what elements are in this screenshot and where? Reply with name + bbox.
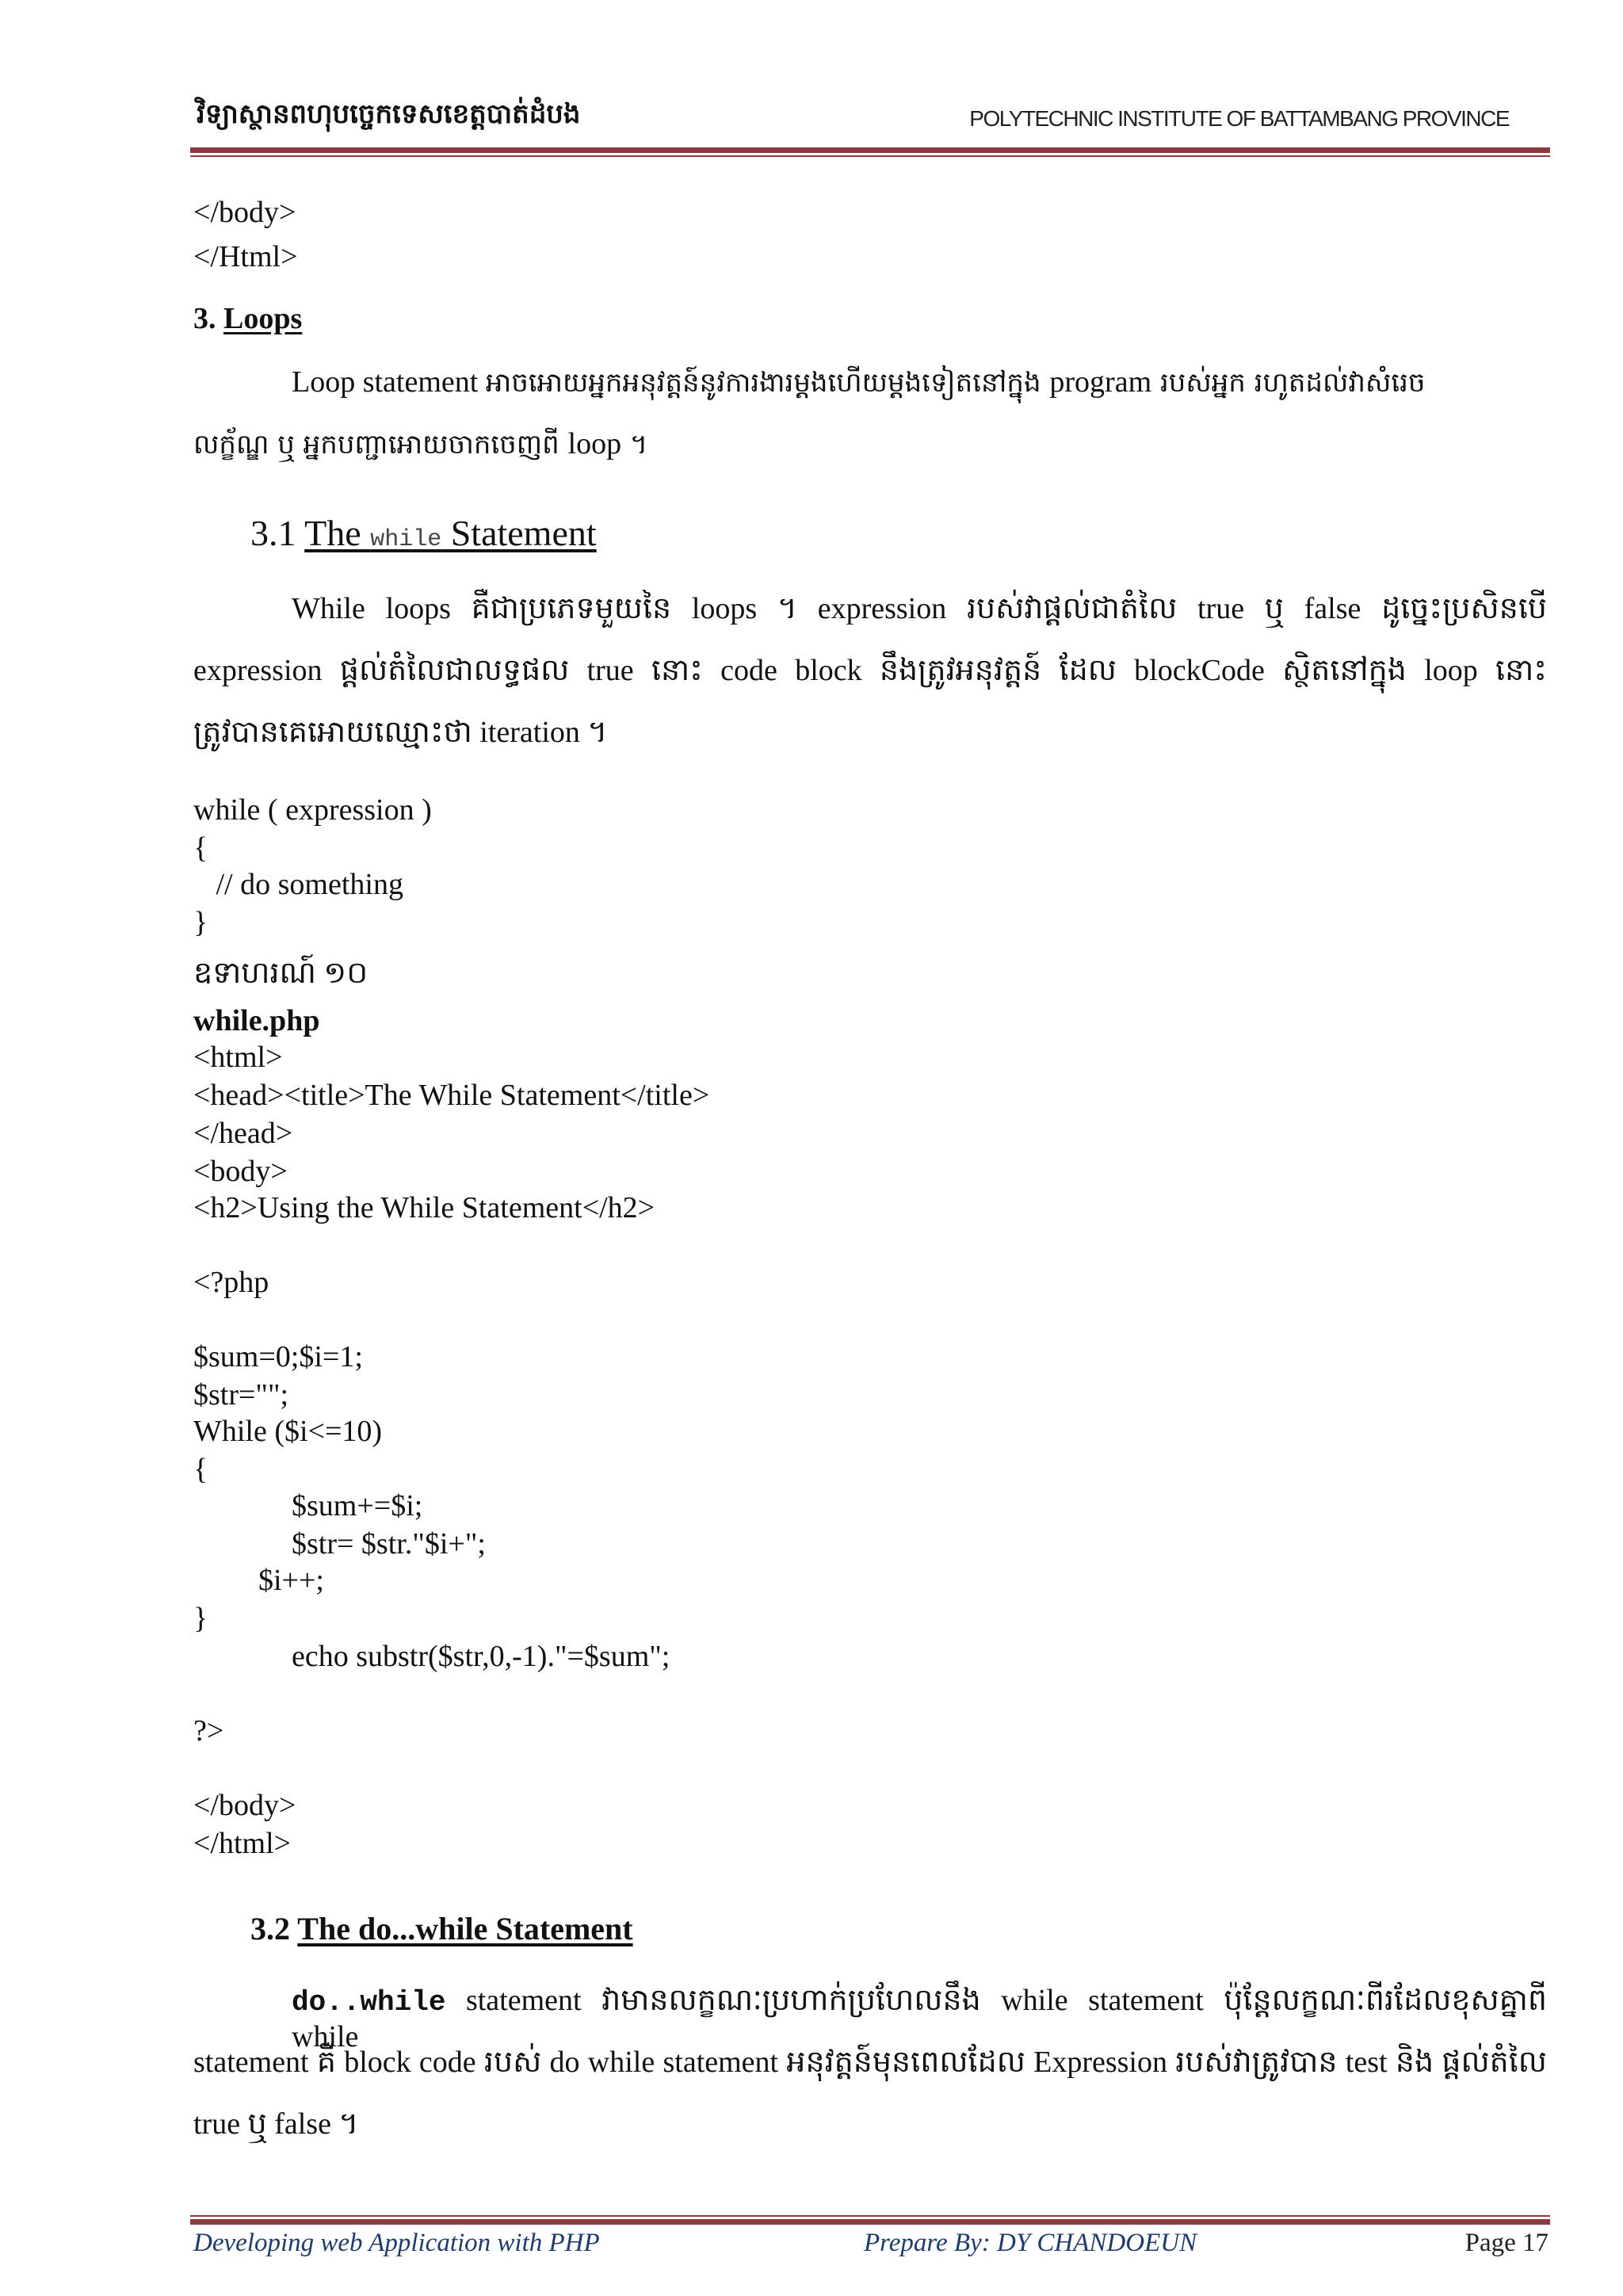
section-3-2-para-line2: statement គឺ block code របស់ do while statement អនុវត្តន៍មុនពេលដែល Expression របស់វាត្រូវបាន test និង ផ្តល់តំលៃ: [193, 2046, 1547, 2079]
code-line: </body>: [193, 1789, 296, 1822]
section-3-number: 3.: [193, 302, 223, 335]
title-part-a: The: [304, 513, 371, 553]
intro-text-c: program: [1049, 365, 1152, 399]
section-3-2-number: 3.2: [250, 1911, 298, 1946]
intro2-text-b: loop: [567, 427, 622, 460]
code-line-body-close: </body>: [193, 196, 296, 229]
footer-page-number: Page 17: [1465, 2229, 1549, 2257]
code-line: <html>: [193, 1041, 283, 1074]
header-rule: [190, 147, 1550, 153]
section-3-title: Loops: [223, 302, 303, 335]
header-english-title: POLYTECHNIC INSTITUTE OF BATTAMBANG PROVINCE: [969, 106, 1509, 131]
code-line: $i++;: [258, 1564, 324, 1597]
code-line-html-close: </Html>: [193, 240, 298, 273]
footer-rule-thin: [190, 2215, 1550, 2217]
code-line: {: [193, 1453, 208, 1486]
code-line: While ($i<=10): [193, 1415, 383, 1448]
code-line: $sum=0;$i=1;: [193, 1340, 363, 1373]
section-3-1-title: [304, 513, 597, 553]
code-line: <h2>Using the While Statement</h2>: [193, 1191, 655, 1224]
section-3-intro-line1: [292, 365, 1426, 401]
code-line: </html>: [193, 1827, 292, 1860]
syntax-line-3: // do something: [193, 868, 403, 901]
example-label: ឧទាហរណ៍ ១០: [193, 957, 369, 990]
syntax-line-4: }: [193, 906, 208, 939]
code-line: </head>: [193, 1117, 293, 1150]
intro2-text-c: ។: [621, 429, 648, 460]
code-line: $sum+=$i;: [292, 1489, 423, 1522]
do-while-keyword: do..while: [292, 1986, 446, 2019]
section-3-1-para-line3: ត្រូវបានគេអោយឈ្មោះថា iteration ។: [193, 716, 608, 749]
intro2-text-a: លក្ខ័ណ្ឌ ឬ អ្នកបញ្ជាអោយចាកចេញពី: [193, 429, 568, 460]
section-3-2-heading: [250, 1910, 633, 1948]
intro-text-b: អាចអោយអ្នកអនុវត្តន៍នូវការងារម្តងហើយម្តងទៀតនៅក្នុង: [485, 367, 1050, 399]
section-3-heading: [193, 301, 302, 338]
section-3-intro-line2: [193, 426, 647, 463]
code-line: $str="";: [193, 1378, 289, 1412]
intro-text-a: Loop statement: [292, 365, 486, 399]
section-3-2-para-line3: true ឬ false ។: [193, 2107, 359, 2141]
section-3-1-heading: [250, 512, 597, 554]
code-line: <head><title>The While Statement</title>: [193, 1079, 710, 1112]
footer-rule: [190, 2219, 1550, 2225]
section-3-1-para-line1: While loops គឺជាប្រភេទមួយនៃ loops ។ expression របស់វាផ្តល់ជាតំលៃ true ឬ false ដូច្នេះប្រសិនបើ: [292, 592, 1547, 625]
footer-course-title: Developing web Application with PHP: [193, 2229, 600, 2257]
example-filename: while.php: [193, 1004, 320, 1037]
code-line: <?php: [193, 1266, 269, 1299]
syntax-line-2: {: [193, 831, 208, 865]
syntax-line-1: while ( expression ): [193, 793, 432, 827]
code-line: $str= $str."$i+";: [292, 1527, 486, 1561]
section-3-2-title: The do...while Statement: [297, 1911, 633, 1946]
code-line: <body>: [193, 1155, 288, 1188]
section-3-1-number: 3.1: [250, 513, 305, 553]
title-part-b: Statement: [441, 513, 597, 553]
code-line: echo substr($str,0,-1)."=$sum";: [292, 1640, 670, 1673]
code-line: ?>: [193, 1714, 224, 1748]
intro-text-d: របស់អ្នក រហូតដល់វាសំរេច: [1151, 367, 1426, 399]
header-khmer-title: វិទ្យាស្ថានពហុបច្ចេកទេសខេត្តបាត់ដំបង: [197, 98, 581, 130]
footer-author: Prepare By: DY CHANDOEUN: [864, 2229, 1197, 2257]
title-code-while: while: [370, 526, 442, 553]
code-line: }: [193, 1602, 208, 1635]
section-3-1-para-line2: expression ផ្តល់តំលៃជាលទ្ធផល true នោះ code block នឹងត្រូវអនុវត្តន៍ ដែល blockCode ស្ថិតនៅក្នុង loop នោះ: [193, 654, 1547, 687]
para-rest: statement វាមានលក្ខណៈប្រហាក់ប្រហែលនឹង while statement ប៉ុន្តែលក្ខណៈពីរដែលខុសគ្នាពី while: [292, 1984, 1547, 2054]
header-rule-thin: [190, 155, 1550, 157]
